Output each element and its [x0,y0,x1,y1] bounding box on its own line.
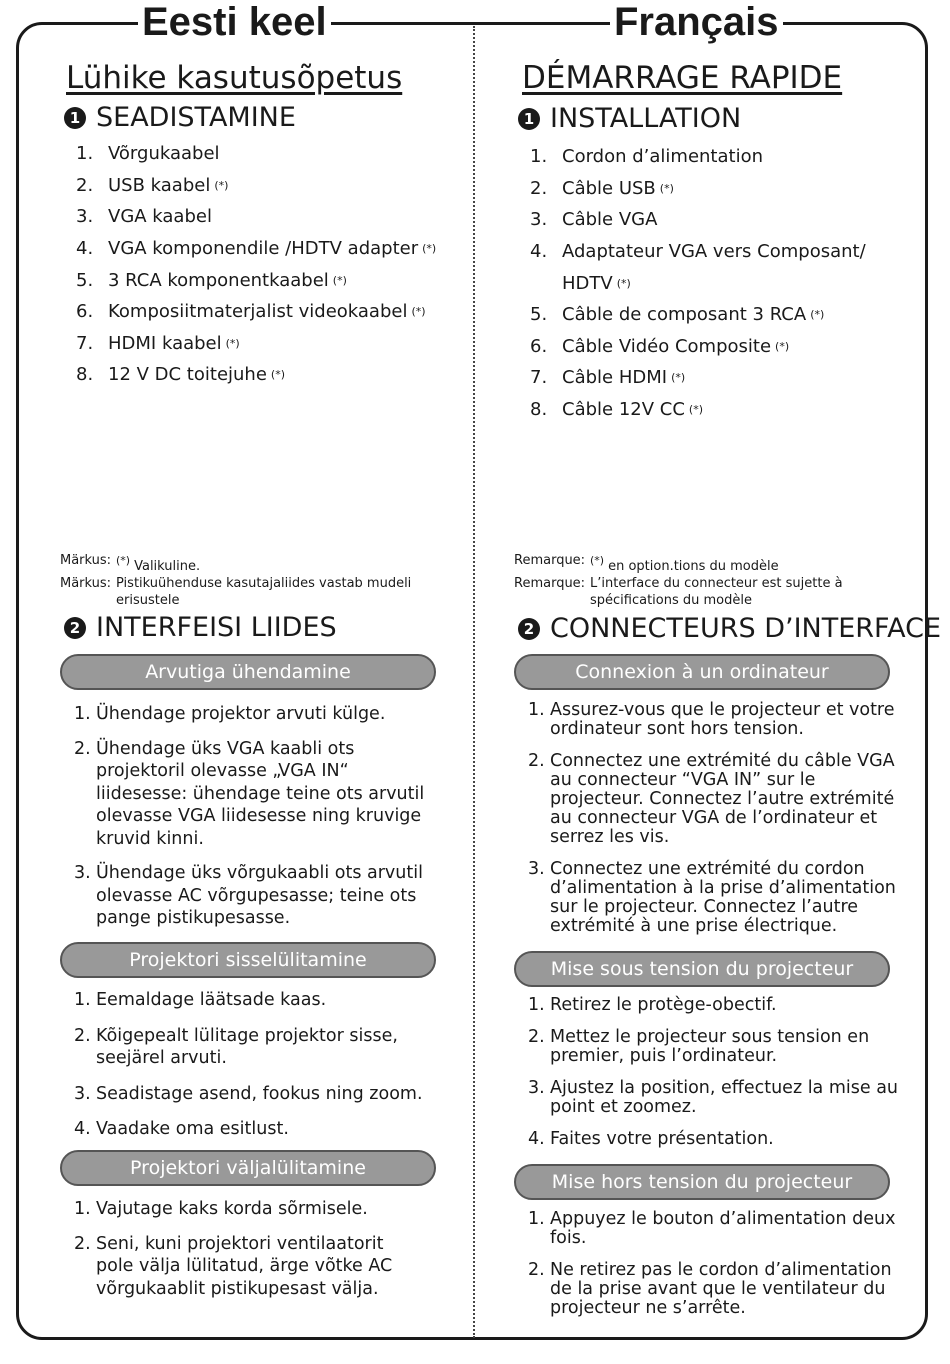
step: 2. Seni, kuni projektori ventilaatorit pole välja lülitatud, ärge võtke AC võrgukaablit pistikupesast välja. [74,1233,393,1299]
step: 1. Vajutage kaks korda sõrmisele. [74,1199,368,1219]
interface-heading [518,613,941,644]
setup-item: 8. 12 V DC toitejuhe (*) [76,364,285,386]
section-number-badge: 1 [518,108,540,130]
section-number-badge: 1 [64,107,86,129]
section-pill-power-off: Projektori väljalülitamine [60,1150,436,1186]
connect-steps [528,701,904,936]
notes [60,552,416,609]
section-pill-connect: Arvutiga ühendamine [60,654,436,690]
interface-title: INTERFEISI LIIDES [96,612,337,643]
step: 2. Ne retirez pas le cordon d’alimentation de la prise avant que le ventilateur du projecteur ne s’arrête. [528,1260,892,1318]
setup-heading [518,103,741,134]
setup-list [530,141,870,425]
setup-item: 6. Câble Vidéo Composite (*) [530,335,790,357]
step: 2. Kõigepealt lülitage projektor sisse, seejärel arvuti. [74,1025,398,1068]
setup-item: HDTV (*) [562,272,631,294]
step: 3. Seadistage asend, fookus ning zoom. [74,1083,423,1104]
setup-item: 1. Cordon d’alimentation [530,146,763,168]
setup-item: 7. HDMI kaabel (*) [76,332,240,354]
step: 1. Ühendage projektor arvuti külge. [74,704,386,724]
section-number-badge: 2 [64,617,86,639]
setup-item: 3. Câble VGA [530,209,658,231]
setup-title: SEADISTAMINE [96,102,296,133]
lang-title-french: Français [610,0,783,46]
step: 2. Ühendage üks VGA kaabli ots projektoril olevasse „VGA IN“ liidesesse: ühendage teine ots arvutil olevasse VGA liidesesse ning kruvige kruvid kinni. [74,738,425,849]
power-off-steps [74,1198,414,1300]
setup-item: 2. USB kaabel (*) [76,174,229,196]
setup-item: 8. Câble 12V CC (*) [530,399,703,421]
note: Remarque: L’interface du connecteur est sujette à spécifications du modèle [514,576,843,608]
step: 2. Connectez une extrémité du câble VGA au connecteur “VGA IN” sur le projecteur. Connectez l’autre extrémité au connecteur VGA de l’ordinateur et serrez les vis. [528,751,895,847]
section-pill-power-on: Projektori sisselülitamine [60,942,436,978]
step: 3. Ajustez la position, effectuez la mise au point et zoomez. [528,1078,899,1117]
quick-start-title: Lühike kasutusõpetus [66,60,403,96]
step: 3. Ühendage üks võrgukaabli ots arvutil olevasse AC võrgupesasse; teine ots pange pistikupesasse. [74,863,423,928]
step: 1. Appuyez le bouton d’alimentation deux fois. [528,1209,896,1248]
setup-item: 3. VGA kaabel [76,206,212,228]
setup-item: 2. Câble USB (*) [530,177,674,199]
setup-item: 7. Câble HDMI (*) [530,367,686,389]
section-pill-connect: Connexion à un ordinateur [514,654,890,690]
quick-start-title: DÉMARRAGE RAPIDE [522,60,843,96]
lang-title-estonian: Eesti keel [138,0,331,46]
notes [514,552,908,609]
section-number-badge: 2 [518,618,540,640]
interface-title: CONNECTEURS D’INTERFACE [550,613,942,644]
step: 1. Assurez-vous que le projecteur et votre ordinateur sont hors tension. [528,700,895,739]
power-on-steps [74,989,434,1141]
note: Remarque: (*) en option.tions du modèle [514,553,779,574]
step: 4. Faites votre présentation. [528,1129,774,1149]
note: Märkus: (*) Valikuline. [60,553,201,574]
step: 1. Eemaldage läätsade kaas. [74,990,327,1010]
setup-title: INSTALLATION [550,103,742,134]
step: 1. Retirez le protège-obectif. [528,995,777,1015]
note: Märkus: Pistikuühenduse kasutajaliides vastab mudeli erisustele [60,576,412,608]
setup-item: 1. Võrgukaabel [76,143,220,165]
step: 4. Vaadake oma esitlust. [74,1119,289,1139]
setup-item: 5. Câble de composant 3 RCA (*) [530,304,825,326]
section-pill-power-on: Mise sous tension du projecteur [514,951,890,987]
interface-heading [64,612,337,643]
setup-item: 5. 3 RCA komponentkaabel (*) [76,269,347,291]
setup-item: 4. VGA komponendile /HDTV adapter (*) [76,238,437,260]
setup-list [76,138,436,391]
power-off-steps [528,1210,904,1318]
connect-steps [74,703,434,930]
column-divider [473,26,475,1338]
setup-item: 6. Komposiitmaterjalist videokaabel (*) [76,301,426,323]
setup-item: 4. Adaptateur VGA vers Composant/ [530,241,866,263]
step: 3. Connectez une extrémité du cordon d’alimentation à la prise d’alimentation sur le projecteur. Connectez l’autre extrémité à une prise électrique. [528,859,896,936]
power-on-steps [528,996,904,1149]
setup-heading [64,102,296,133]
step: 2. Mettez le projecteur sous tension en premier, puis l’ordinateur. [528,1027,870,1066]
section-pill-power-off: Mise hors tension du projecteur [514,1164,890,1200]
